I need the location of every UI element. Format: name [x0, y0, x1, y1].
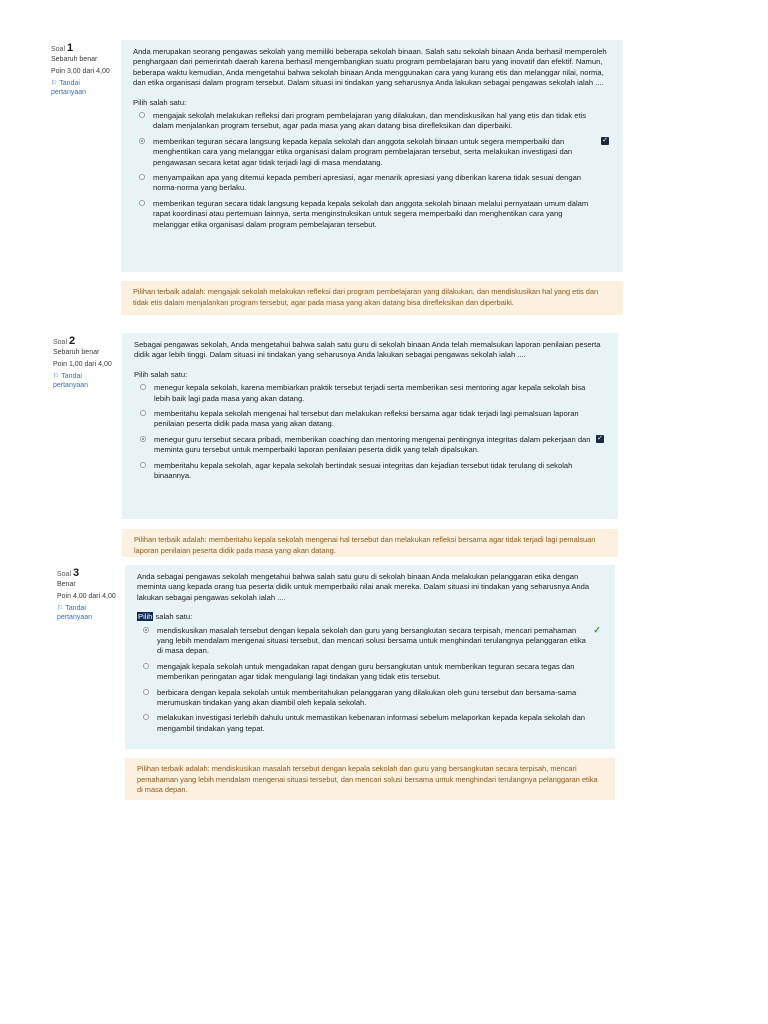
answer-option[interactable] — [133, 137, 611, 168]
checkbox-check-icon: ✓ — [602, 136, 608, 144]
answer-prompt — [137, 612, 603, 622]
flag-question-link[interactable] — [51, 79, 115, 97]
question-2-feedback — [122, 529, 618, 557]
question-state: Benar — [57, 581, 76, 588]
question-number-value: 1 — [67, 42, 74, 54]
flag-question-link[interactable] — [53, 372, 117, 390]
answer-option[interactable] — [137, 713, 603, 734]
answer-option[interactable] — [134, 409, 606, 430]
flag-icon: ⚐ — [57, 605, 64, 612]
flag-label: Tandai pertanyaan — [57, 605, 93, 621]
answer-option[interactable] — [137, 626, 603, 657]
question-mark: Poin 4,00 dari 4,00 — [57, 593, 116, 600]
question-label: Soal — [53, 339, 68, 346]
radio-button-selected[interactable] — [139, 138, 145, 144]
answer-prompt: Pilih salah satu: — [133, 97, 187, 107]
option-text: memberitahu kepala sekolah mengenai hal tersebut dan melakukan refleksi bersama agar tidak terjadi lagi pemalsuan laporan penilaian peserta didik pada masa yang akan datang. — [154, 409, 579, 429]
question-number-value: 2 — [69, 335, 76, 347]
radio-button[interactable] — [139, 174, 145, 180]
answer-option[interactable] — [137, 662, 603, 683]
radio-button[interactable] — [139, 200, 145, 206]
option-text: mengajak sekolah melakukan refleksi dari program pembelajaran yang dilakukan, dan mendiskusikan hal yang etis dan tidak etis dalam menjalankan program tersebut, agar pada masa yang akan datang bisa direfleksikan dan diperbaiki. — [153, 111, 587, 131]
question-1-info — [51, 44, 115, 97]
radio-button[interactable] — [140, 410, 146, 416]
option-text: memberikan teguran secara langsung kepada kepala sekolah dan anggota sekolah binaan untuk segera memperbaiki dan menghentikan cara yang melanggar etika organisasi dalam program pembelajaran tersebut, serta melakukan investigasi dan pengawasan secara ketat agar tidak terjadi lagi di masa mendatang. — [153, 136, 573, 167]
radio-button[interactable] — [143, 663, 149, 669]
question-mark: Poin 1,00 dari 4,00 — [53, 361, 112, 368]
radio-button-selected[interactable] — [140, 436, 146, 442]
question-number — [57, 569, 121, 579]
answer-option[interactable] — [134, 461, 606, 482]
check-mark-icon: ✓ — [593, 624, 601, 635]
flag-icon: ⚐ — [51, 80, 58, 87]
answer-options — [134, 383, 606, 481]
radio-button[interactable] — [139, 112, 145, 118]
highlighted-text: Pilih — [138, 612, 153, 622]
question-number-value: 3 — [73, 567, 80, 579]
question-3-info — [57, 569, 121, 622]
question-3-content — [125, 565, 615, 749]
answer-option[interactable] — [133, 199, 611, 230]
question-text: Sebagai pengawas sekolah, Anda mengetahui bahwa salah satu guru di sekolah binaan Anda telah memalsukan laporan penilaian peserta didik agar lebih tinggi. Dalam situasi ini tindakan yang seharusnya Anda lakukan sebagai pengawas sekolah ialah .... — [134, 340, 601, 360]
flag-icon: ⚐ — [53, 373, 60, 380]
option-text: melakukan investigasi terlebih dahulu untuk memastikan kebenaran informasi sebelum melaporkan kepada kepala sekolah dan mengambil tindakan yang tepat. — [157, 713, 586, 733]
question-label: Soal — [51, 46, 66, 53]
answer-prompt: Pilih salah satu: — [134, 369, 188, 379]
flag-question-link[interactable] — [57, 604, 121, 622]
answer-option[interactable] — [133, 111, 611, 132]
question-text: Anda merupakan seorang pengawas sekolah yang memiliki beberapa sekolah binaan. Salah satu sekolah binaan Anda berhasil memperoleh penghargaan dari pemerintah daerah karena berhasil mengembangkan suatu program pembelajaran baru yang inovatif dan efektif. Namun, beberapa waktu kemudian, Anda mengetahui bahwa sekolah binaan Anda menggunakan cara yang kurang etis dan melanggar nilai, norma, dan etika organisasi dalam program tersebut. Dalam situasi ini tindakan yang seharusnya Anda lakukan sebagai pengawas sekolah ialah .... — [133, 47, 607, 88]
flag-label: Tandai pertanyaan — [51, 80, 87, 96]
radio-button[interactable] — [143, 689, 149, 695]
option-text: menyampaikan apa yang ditemui kepada pemberi apresiasi, agar menarik apresiasi yang diberikan karena tidak sesuai dengan norma-norma yang berlaku. — [153, 173, 582, 193]
answer-options — [133, 111, 611, 230]
option-text: memberikan teguran secara tidak langsung kepada kepala sekolah dan anggota sekolah binaan melalui pernyataan umum dalam rapat koordinasi atau pertemuan lainnya, serta menginstruksikan untuk segera memperbaiki dan menghentikan cara yang melanggar etika organisasi dalam program pembelajaran tersebut. — [153, 198, 589, 229]
question-state: Sebaruh benar — [53, 349, 100, 356]
feedback-text: Pilihan terbaik adalah: mendiskusikan masalah tersebut dengan kepala sekolah dan guru yang bersangkutan secara terpisah, mencari pemahaman yang lebih mendalam mengenai situasi tersebut, dan mencari solusi bersama untuk menghindari terulangnya pelanggaran etika di masa depan. — [137, 764, 598, 795]
answer-option[interactable] — [134, 435, 606, 456]
question-2-content — [122, 333, 618, 519]
radio-button[interactable] — [140, 384, 146, 390]
option-text: mengajak kepala sekolah untuk mengadakan rapat dengan guru bersangkutan untuk memberikan teguran secara tegas dan memberikan peringatan agar tidak mengulangi lagi tindakan yang tidak etis tersebut. — [157, 661, 575, 682]
question-text: Anda sebagai pengawas sekolah mengetahui bahwa salah satu guru di sekolah binaan Anda melakukan pelanggaran etika dengan meminta uang kepada orang tua peserta didik untuk memperbaiki nilai anak mereka. Dalam situasi ini tindakan yang seharusnya Anda lakukan sebagai pengawas sekolah ialah .... — [137, 572, 590, 602]
question-3-feedback — [125, 758, 615, 800]
answer-option[interactable] — [133, 173, 611, 194]
question-1-feedback — [121, 281, 623, 315]
option-text: mendiskusikan masalah tersebut dengan kepala sekolah dan guru yang bersangkutan secara terpisah, mencari pemahaman yang lebih mendalam mengenai situasi tersebut, dan mencari solusi bersama untuk menghindari terulangnya pelanggaran etika di masa depan. — [157, 625, 586, 656]
question-2-info — [53, 337, 117, 390]
question-number — [51, 44, 115, 54]
feedback-text: Pilihan terbaik adalah: mengajak sekolah melakukan refleksi dari program pembelajaran yang dilakukan, dan mendiskusikan hal yang etis dan tidak etis dalam menjalankan program tersebut, agar pada masa yang akan datang bisa direfleksikan dan diperbaiki. — [133, 287, 599, 307]
feedback-text: Pilihan terbaik adalah: memberitahu kepala sekolah mengenai hal tersebut dan melakukan refleksi bersama agar tidak terjadi lagi pemalsuan laporan penilaian peserta didik pada masa yang akan datang. — [134, 535, 596, 555]
question-mark: Poin 3,00 dari 4,00 — [51, 68, 110, 75]
checkbox-check-icon: ✓ — [597, 434, 603, 442]
answer-options — [137, 626, 603, 735]
question-number — [53, 337, 117, 347]
flag-label: Tandai pertanyaan — [53, 373, 89, 389]
question-label: Soal — [57, 571, 72, 578]
question-state: Sebaruh benar — [51, 56, 98, 63]
radio-button[interactable] — [143, 714, 149, 720]
option-text: memberitahu kepala sekolah, agar kepala sekolah bertindak sesuai integritas dan kejadian tersebut tidak terulang di sekolah binaannya. — [154, 460, 573, 481]
answer-option[interactable] — [137, 688, 603, 709]
option-text: menegur guru tersebut secara pribadi, memberikan coaching dan mentoring mengenai pentingnya integritas dalam pekerjaan dan meminta guru tersebut untuk memperbaiki laporan penilaian peserta didik yang telah dipalsukan. — [154, 434, 591, 455]
option-text: berbicara dengan kepala sekolah untuk memberitahukan pelanggaran yang dilakukan oleh guru tersebut dan bersama-sama merumuskan tindakan yang akan diambil oleh kepala sekolah. — [157, 687, 577, 708]
prompt-text: salah satu: — [153, 612, 193, 622]
radio-button[interactable] — [140, 462, 146, 468]
question-1-content — [121, 40, 623, 272]
radio-button-selected[interactable] — [143, 627, 149, 633]
answer-option[interactable] — [134, 383, 606, 404]
option-text: menegur kepala sekolah, karena membiarkan praktik tersebut terjadi serta memberikan sesi mentoring agar kepala sekolah bisa lebih baik lagi pada masa yang akan datang. — [154, 383, 586, 403]
